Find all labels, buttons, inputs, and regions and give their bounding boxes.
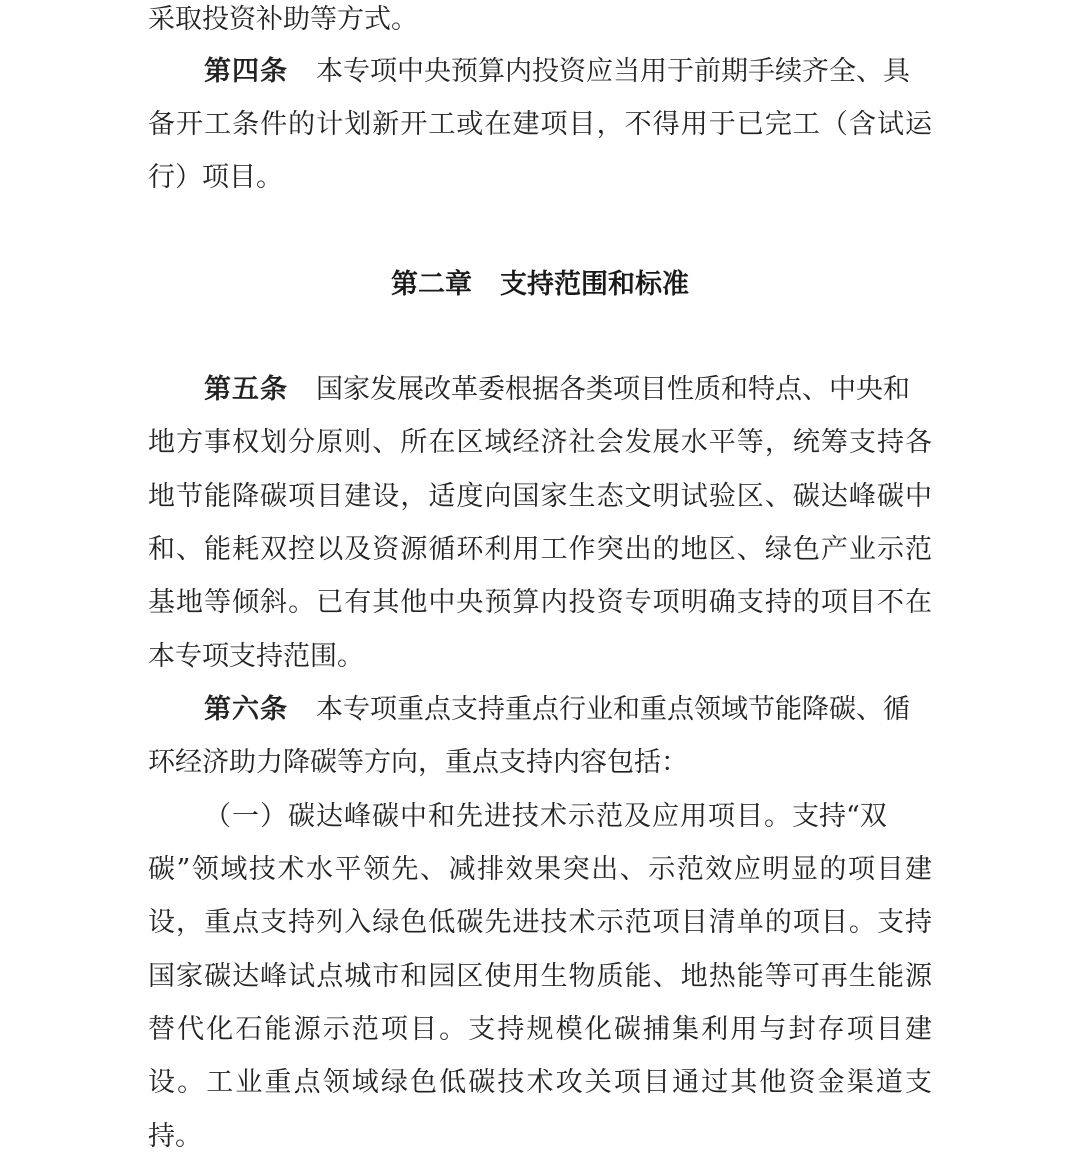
article-6-label: 第六条	[204, 694, 288, 725]
article-4-text-1: 本专项中央预算内投资应当用于前期手续齐全、具	[316, 56, 910, 87]
item-1-text-1: 支持“双	[792, 801, 887, 832]
article-5-line-5: 基地等倾斜。已有其他中央预算内投资专项明确支持的项目不在	[148, 587, 932, 618]
article-4-line-2: 备开工条件的计划新开工或在建项目，不得用于已完工（含试运	[148, 109, 932, 140]
article-6-line-2: 环经济助力降碳等方向，重点支持内容包括：	[148, 747, 688, 778]
article-4-line-1	[204, 52, 932, 92]
item-1-line-4: 国家碳达峰试点城市和园区使用生物质能、地热能等可再生能源	[148, 961, 932, 992]
item-1-line-5: 替代化石能源示范项目。支持规模化碳捕集利用与封存项目建	[148, 1014, 932, 1045]
article-5-label: 第五条	[204, 374, 288, 405]
item-1-line-1	[204, 797, 932, 837]
article-5-line-4: 和、能耗双控以及资源循环利用工作突出的地区、绿色产业示范	[148, 534, 932, 565]
article-6-text-1: 本专项重点支持重点行业和重点领域节能降碳、循	[316, 694, 910, 725]
article-6-line-1	[204, 690, 932, 730]
article-5-line-3: 地节能降碳项目建设，适度向国家生态文明试验区、碳达峰碳中	[148, 481, 932, 512]
article-5-line-2: 地方事权划分原则、所在区域经济社会发展水平等，统筹支持各	[148, 427, 932, 458]
item-1-line-3: 设，重点支持列入绿色低碳先进技术示范项目清单的项目。支持	[148, 907, 932, 938]
item-1-line-7: 持。	[148, 1121, 202, 1152]
article-4-line-3: 行）项目。	[148, 162, 283, 193]
article-4-label: 第四条	[204, 56, 288, 87]
item-1-line-6: 设。工业重点领域绿色低碳技术攻关项目通过其他资金渠道支	[148, 1067, 932, 1098]
item-1-label: （一）碳达峰碳中和先进技术示范及应用项目。	[204, 801, 792, 832]
chapter-title: 支持范围和标准	[500, 269, 689, 300]
item-1-line-2: 碳”领域技术水平领先、减排效果突出、示范效应明显的项目建	[148, 854, 932, 885]
chapter-number: 第二章	[391, 269, 472, 300]
article-5-line-6: 本专项支持范围。	[148, 641, 364, 672]
article-5-line-1	[204, 370, 932, 410]
article-5-text-1: 国家发展改革委根据各类项目性质和特点、中央和	[316, 374, 910, 405]
chapter-heading	[0, 265, 1080, 305]
article-3-tail: 采取投资补助等方式。	[148, 4, 418, 35]
